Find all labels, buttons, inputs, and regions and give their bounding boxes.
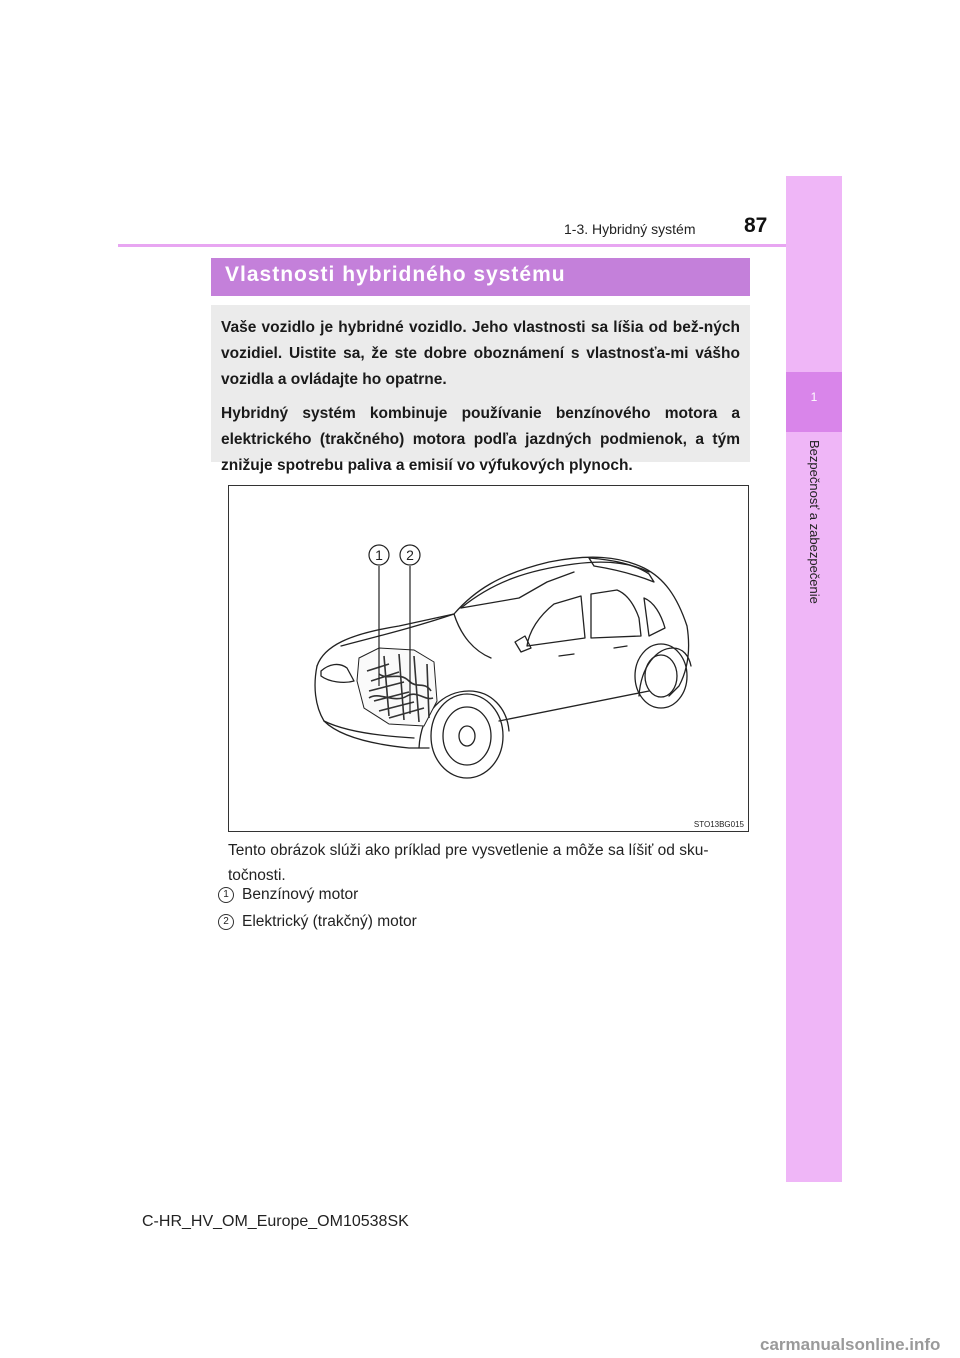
legend-item-2 [218, 913, 417, 931]
car-illustration [229, 486, 748, 831]
intro-paragraph-1: Vaše vozidlo je hybridné vozidlo. Jeho vlastnosti sa líšia od bež-ných vozidiel. Uistite sa, že ste dobre oboznámení s vlastnosťa-mi vášho vozidla a ovládajte ho opatrne. [221, 319, 740, 388]
header-rule [118, 244, 786, 247]
legend-label-2: Elektrický (trakčný) motor [242, 913, 417, 930]
figure-code: STO13BG015 [693, 820, 744, 829]
page-number: 87 [744, 214, 768, 237]
legend-label-1: Benzínový motor [242, 886, 359, 903]
side-tab [786, 176, 842, 1182]
heading-bar [211, 258, 750, 296]
legend-number-1: 1 [218, 887, 234, 903]
footer-doc-code: C-HR_HV_OM_Europe_OM10538SK [142, 1213, 409, 1230]
intro-box [211, 305, 750, 474]
legend-item-1 [218, 886, 358, 904]
chapter-number: 1 [810, 390, 818, 404]
figure-caption: Tento obrázok slúži ako príklad pre vysvetlenie a môže sa líšiť od sku-točnosti. [228, 842, 709, 884]
callout-1: 1 [375, 547, 383, 563]
watermark: carmanualsonline.info [760, 1335, 941, 1354]
car-illustration-figure [228, 485, 749, 832]
section-title: 1-3. Hybridný systém [564, 221, 696, 237]
page-heading: Vlastnosti hybridného systému [225, 263, 566, 286]
legend-number-2: 2 [218, 914, 234, 930]
callout-2: 2 [406, 547, 414, 563]
chapter-label: Bezpečnosť a zabezpečenie [807, 440, 822, 604]
intro-paragraph-2: Hybridný systém kombinuje používanie benzínového motora a elektrického (trakčného) motora podľa jazdných podmienok, a tým znižuje spotrebu paliva a emisií vo výfukových plynoch. [221, 405, 740, 474]
